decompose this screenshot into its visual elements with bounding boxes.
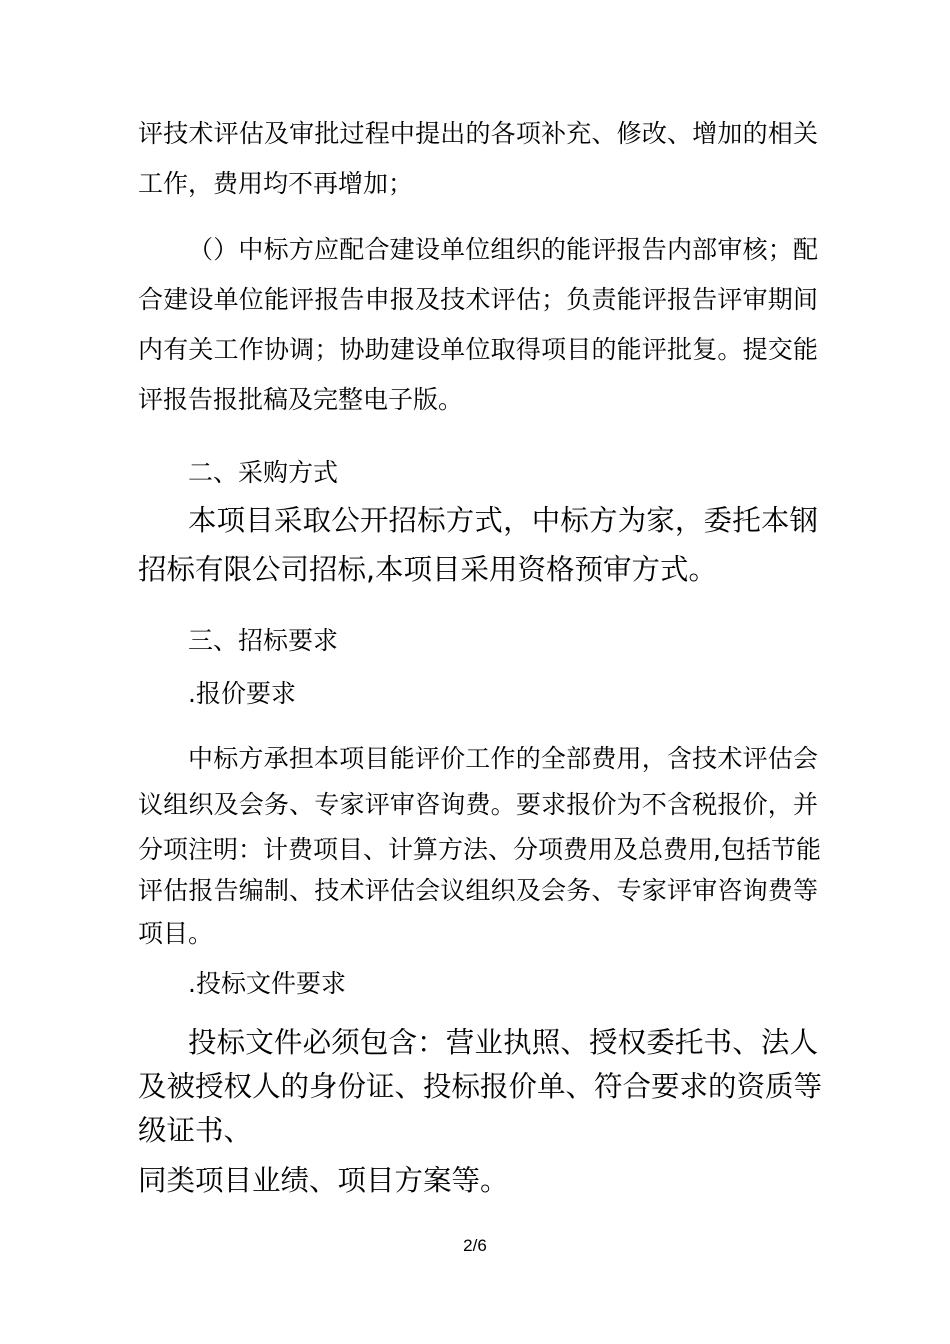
paragraph-line: 招标有限公司招标,本项目采用资格预审方式。 [138, 553, 718, 586]
paragraph-line: （）中标方应配合建设单位组织的能评报告内部审核；配 [188, 235, 818, 264]
section-heading: 二、采购方式 [188, 458, 339, 487]
paragraph-line: 议组织及会务、专家评审咨询费。要求报价为不含税报价，并 [138, 790, 818, 819]
paragraph-line: 项目。 [138, 919, 214, 948]
paragraph-line: 内有关工作协调；协助建设单位取得项目的能评批复。提交能 [138, 335, 818, 364]
paragraph-line: 中标方承担本项目能评价工作的全部费用，含技术评估会 [188, 744, 818, 773]
paragraph-line: 级证书、 [138, 1114, 253, 1147]
paragraph-line: 同类项目业绩、项目方案等。 [138, 1164, 509, 1197]
paragraph-line: 评估报告编制、技术评估会议组织及会务、专家评审咨询费等 [138, 876, 818, 905]
section-heading: 三、招标要求 [188, 626, 339, 655]
paragraph-line: 评技术评估及审批过程中提出的各项补充、修改、增加的相关 [138, 119, 818, 148]
paragraph-line: 及被授权人的身份证、投标报价单、符合要求的资质等 [138, 1070, 823, 1103]
subsection-heading: .投标文件要求 [188, 969, 346, 998]
paragraph-line: 分项注明：计费项目、计算方法、分项费用及总费用,包括节能 [138, 835, 821, 864]
paragraph-line: 合建设单位能评报告申报及技术评估；负责能评报告评审期间 [138, 285, 818, 314]
paragraph-line: 投标文件必须包含：营业执照、授权委托书、法人 [188, 1026, 818, 1059]
paragraph-line: 工作，费用均不再增加； [138, 169, 414, 198]
page-number: 2/6 [463, 1236, 487, 1255]
paragraph-line: 评报告报批稿及完整电子版。 [138, 385, 464, 414]
paragraph-line: 本项目采取公开招标方式，中标方为家，委托本钢 [188, 504, 818, 537]
subsection-heading: .报价要求 [188, 679, 296, 708]
